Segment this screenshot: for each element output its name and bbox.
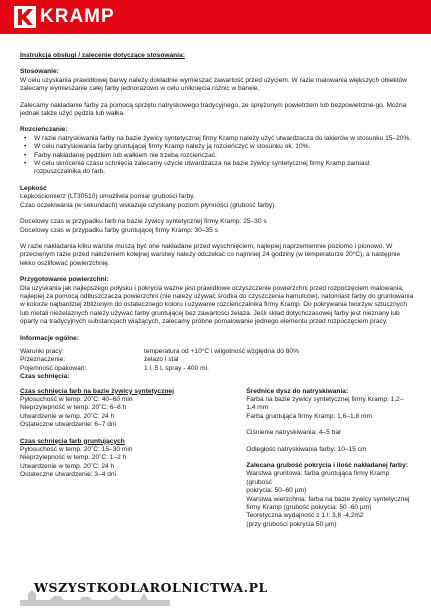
lepkosc-heading: Lepkość bbox=[20, 184, 47, 192]
rozcienczanie-list bbox=[20, 135, 415, 177]
spec-line: pokrycia: 50–60 µm) bbox=[246, 487, 307, 495]
spec-line: Nieprzylepność w temp. 20˚C: 1–2 h bbox=[20, 454, 127, 462]
layers-paragraph: W razie nakładania kilku warstw muszą być one nakładane przed wyschnięciem, najlepiej naprzemiennie poziomo i pionowo. W przeciwnym razie przed nałożeniem kolejnej warstwy należy odczekać co najmniej 24 godziny (w temperaturze 20°C), a następnie lekko oszlifować powierzchnię. bbox=[20, 242, 401, 267]
spec-line: Ostateczne utwardzenie: 3–4 dni bbox=[20, 471, 117, 479]
info-key: Warunki pracy: bbox=[20, 347, 64, 355]
lepkosc-time-line: Docelowy czas w przypadku farby gruntującej firmy Kramp: 30–35 s bbox=[20, 226, 218, 234]
spec-line: Farba na bazie żywicy syntetycznej firmy Kramp: 1,2– bbox=[246, 396, 404, 403]
two-column-specs bbox=[20, 388, 415, 530]
rozcienczanie-heading: Rozcieńczanie: bbox=[20, 126, 68, 134]
drying-primer-heading: Czas schnięcia farb gruntujących bbox=[20, 437, 125, 445]
spec-line: firmy Kramp (grubość pokrycia: 50 -60 µm) bbox=[246, 504, 372, 512]
spec-line: Pyłosuchość w temp. 20˚C: 40–60 min bbox=[20, 396, 133, 403]
spec-line: (przy grubości pokrycia 50 µm) bbox=[246, 520, 337, 528]
spec-line: Warstwa wierzchnia: farba na bazie żywicy syntetycznej bbox=[246, 495, 410, 503]
spraying-column bbox=[246, 388, 415, 530]
spec-line: Nieprzylepność w temp. 20˚C: 6–8 h bbox=[20, 404, 127, 412]
spec-line: Farba gruntująca firmy Kramp: 1,6–1,8 mm bbox=[246, 412, 372, 420]
spec-line: Teoretyczna wydajność z 1 l: 3,8 -4,2m2 bbox=[246, 512, 364, 520]
spec-line: Ostateczne utwardzenie: 6–7 dni bbox=[20, 421, 117, 429]
info-key: Pojemność opakowań: bbox=[20, 364, 87, 372]
czas-schniecia-heading: Czas schnięcia: bbox=[20, 373, 70, 381]
brand-header bbox=[0, 0, 431, 34]
list-item: • W celu natryskiwania farby gruntującej firmy Kramp należy ją rozcieńczyć w stosunku ok. 10%. bbox=[28, 143, 415, 151]
info-row bbox=[20, 348, 415, 356]
drying-times-column bbox=[20, 388, 246, 530]
logo-text: KRAMP bbox=[40, 6, 115, 27]
distance-line: Odległość natryskiwania farby: 10–15 cm bbox=[246, 445, 367, 453]
list-item: • W razie natryskiwania farby na bazie żywicy syntetycznej firmy Kramp należy użyć utwardzacza do lakierów w stosunku 15–20%. bbox=[28, 135, 415, 143]
info-value: żelazo i stal bbox=[144, 356, 179, 364]
pressure-line: Ciśnienie natryskiwania: 4–5 bar bbox=[246, 429, 342, 437]
stosowanie-heading: Stosowanie: bbox=[20, 68, 59, 76]
footer bbox=[0, 574, 431, 610]
coverage-heading: Zalecana grubość pokrycia i ilość nakładanej farby: bbox=[246, 462, 408, 470]
ogolne-heading: Informacje ogólne: bbox=[20, 334, 79, 342]
przygotowanie-heading: Przygotowanie powierzchni: bbox=[20, 276, 109, 284]
przygotowanie-paragraph: Dla uzyskania jak najlepszego połysku i pokrycia ważne jest prawidłowe oczyszczenie powierzchni przed rozpoczęciem malowania, najlepiej za pomocą odtłuszczacza powierzchni (nie należy używać środka do czyszczenia hamulców), natomiast farby do gruntowania w kolorze najbardziej zbliżonym do ostatecznego koloru i używanie rozcieńczalnika firmy Kramp. Do pokrywania tworzyw sztucznych lub metali nieżelaznych należy używać farby gruntującej bez zawartości żelaza. Jeśli skład dotychczasowej farby jest nieznany lub oparty na tradycyjnych substancjach wiążących, zalecamy próbne pomalowanie jednego elementu przed rozpoczęciem pracy. bbox=[20, 284, 414, 326]
spec-line: Warstwa gruntowa: farba gruntująca firmy Kramp (grubość bbox=[246, 470, 390, 486]
info-key: Przeznaczenie: bbox=[20, 356, 66, 364]
info-row bbox=[20, 365, 415, 373]
list-item: • Farby nakładanej pędzlem lub wałkiem nie trzeba rozcieńczać. bbox=[28, 152, 415, 160]
footer-website-text[interactable]: WSZYSTKODLAROLNICTWA.PL bbox=[34, 580, 268, 595]
info-value: temperatura od +10°C i wilgotność względna do 80% bbox=[144, 347, 299, 355]
spec-line: Pyłosuchość w temp. 20˚C: 15–30 min bbox=[20, 446, 133, 454]
spec-line: Utwardzenie w temp. 20˚C: 24 h bbox=[20, 412, 115, 420]
lepkosc-time-line: Docelowy czas w przypadku farb na bazie żywicy syntetycznej firmy Kramp: 25–30 s bbox=[20, 218, 267, 226]
spec-line: Utwardzenie w temp. 20˚C: 24 h bbox=[20, 462, 115, 470]
stosowanie-paragraph-2: Zalecamy nakładanie farby za pomocą sprzętu natryskowego tradycyjnego, ze sprężonym powietrzem lub bezpowietrzne-go. Można jednak także użyć pędzla lub wałka. bbox=[20, 101, 407, 118]
kramp-logo bbox=[14, 6, 115, 28]
info-row bbox=[20, 356, 415, 364]
drying-synthetic-heading: Czas schnięcia farb na bazie żywicy syntetycznej bbox=[20, 387, 174, 395]
instruction-document bbox=[20, 52, 415, 529]
kramp-logo-icon bbox=[14, 6, 36, 28]
spec-line: 1,4 mm bbox=[246, 404, 269, 412]
lepkosc-line: Czas oczekiwania (w sekundach) wskazuje uzyskany poziom płynności (grubość farby). bbox=[20, 201, 277, 209]
lepkosc-line: Lepkościomierz (LT30510) umożliwia pomiar grubości farby. bbox=[20, 193, 195, 201]
list-item: • W celu skrócenia czasu schnięcia zalecamy użycie utwardzacza na bazie żywicy syntetycznej firmy Kramp zamiast rozpuszczalnika do farb. bbox=[28, 160, 415, 177]
nozzle-heading: Średnice dysz do natryskiwania: bbox=[246, 387, 349, 395]
info-value: 1 l, 5 l, spray - 400 ml. bbox=[144, 364, 209, 372]
document-title: Instrukcja obsługi / zalecenie dotyczące stosowania: bbox=[20, 52, 185, 59]
stosowanie-paragraph-1: W celu uzyskania prawidłowej barwy należy dokładnie wymieszać zawartość przed użyciem. W razie malowania większych obiektów zalecamy wymieszanie całej farby jednorazowo w celu uniknięcia różnic w barwie. bbox=[20, 76, 407, 93]
